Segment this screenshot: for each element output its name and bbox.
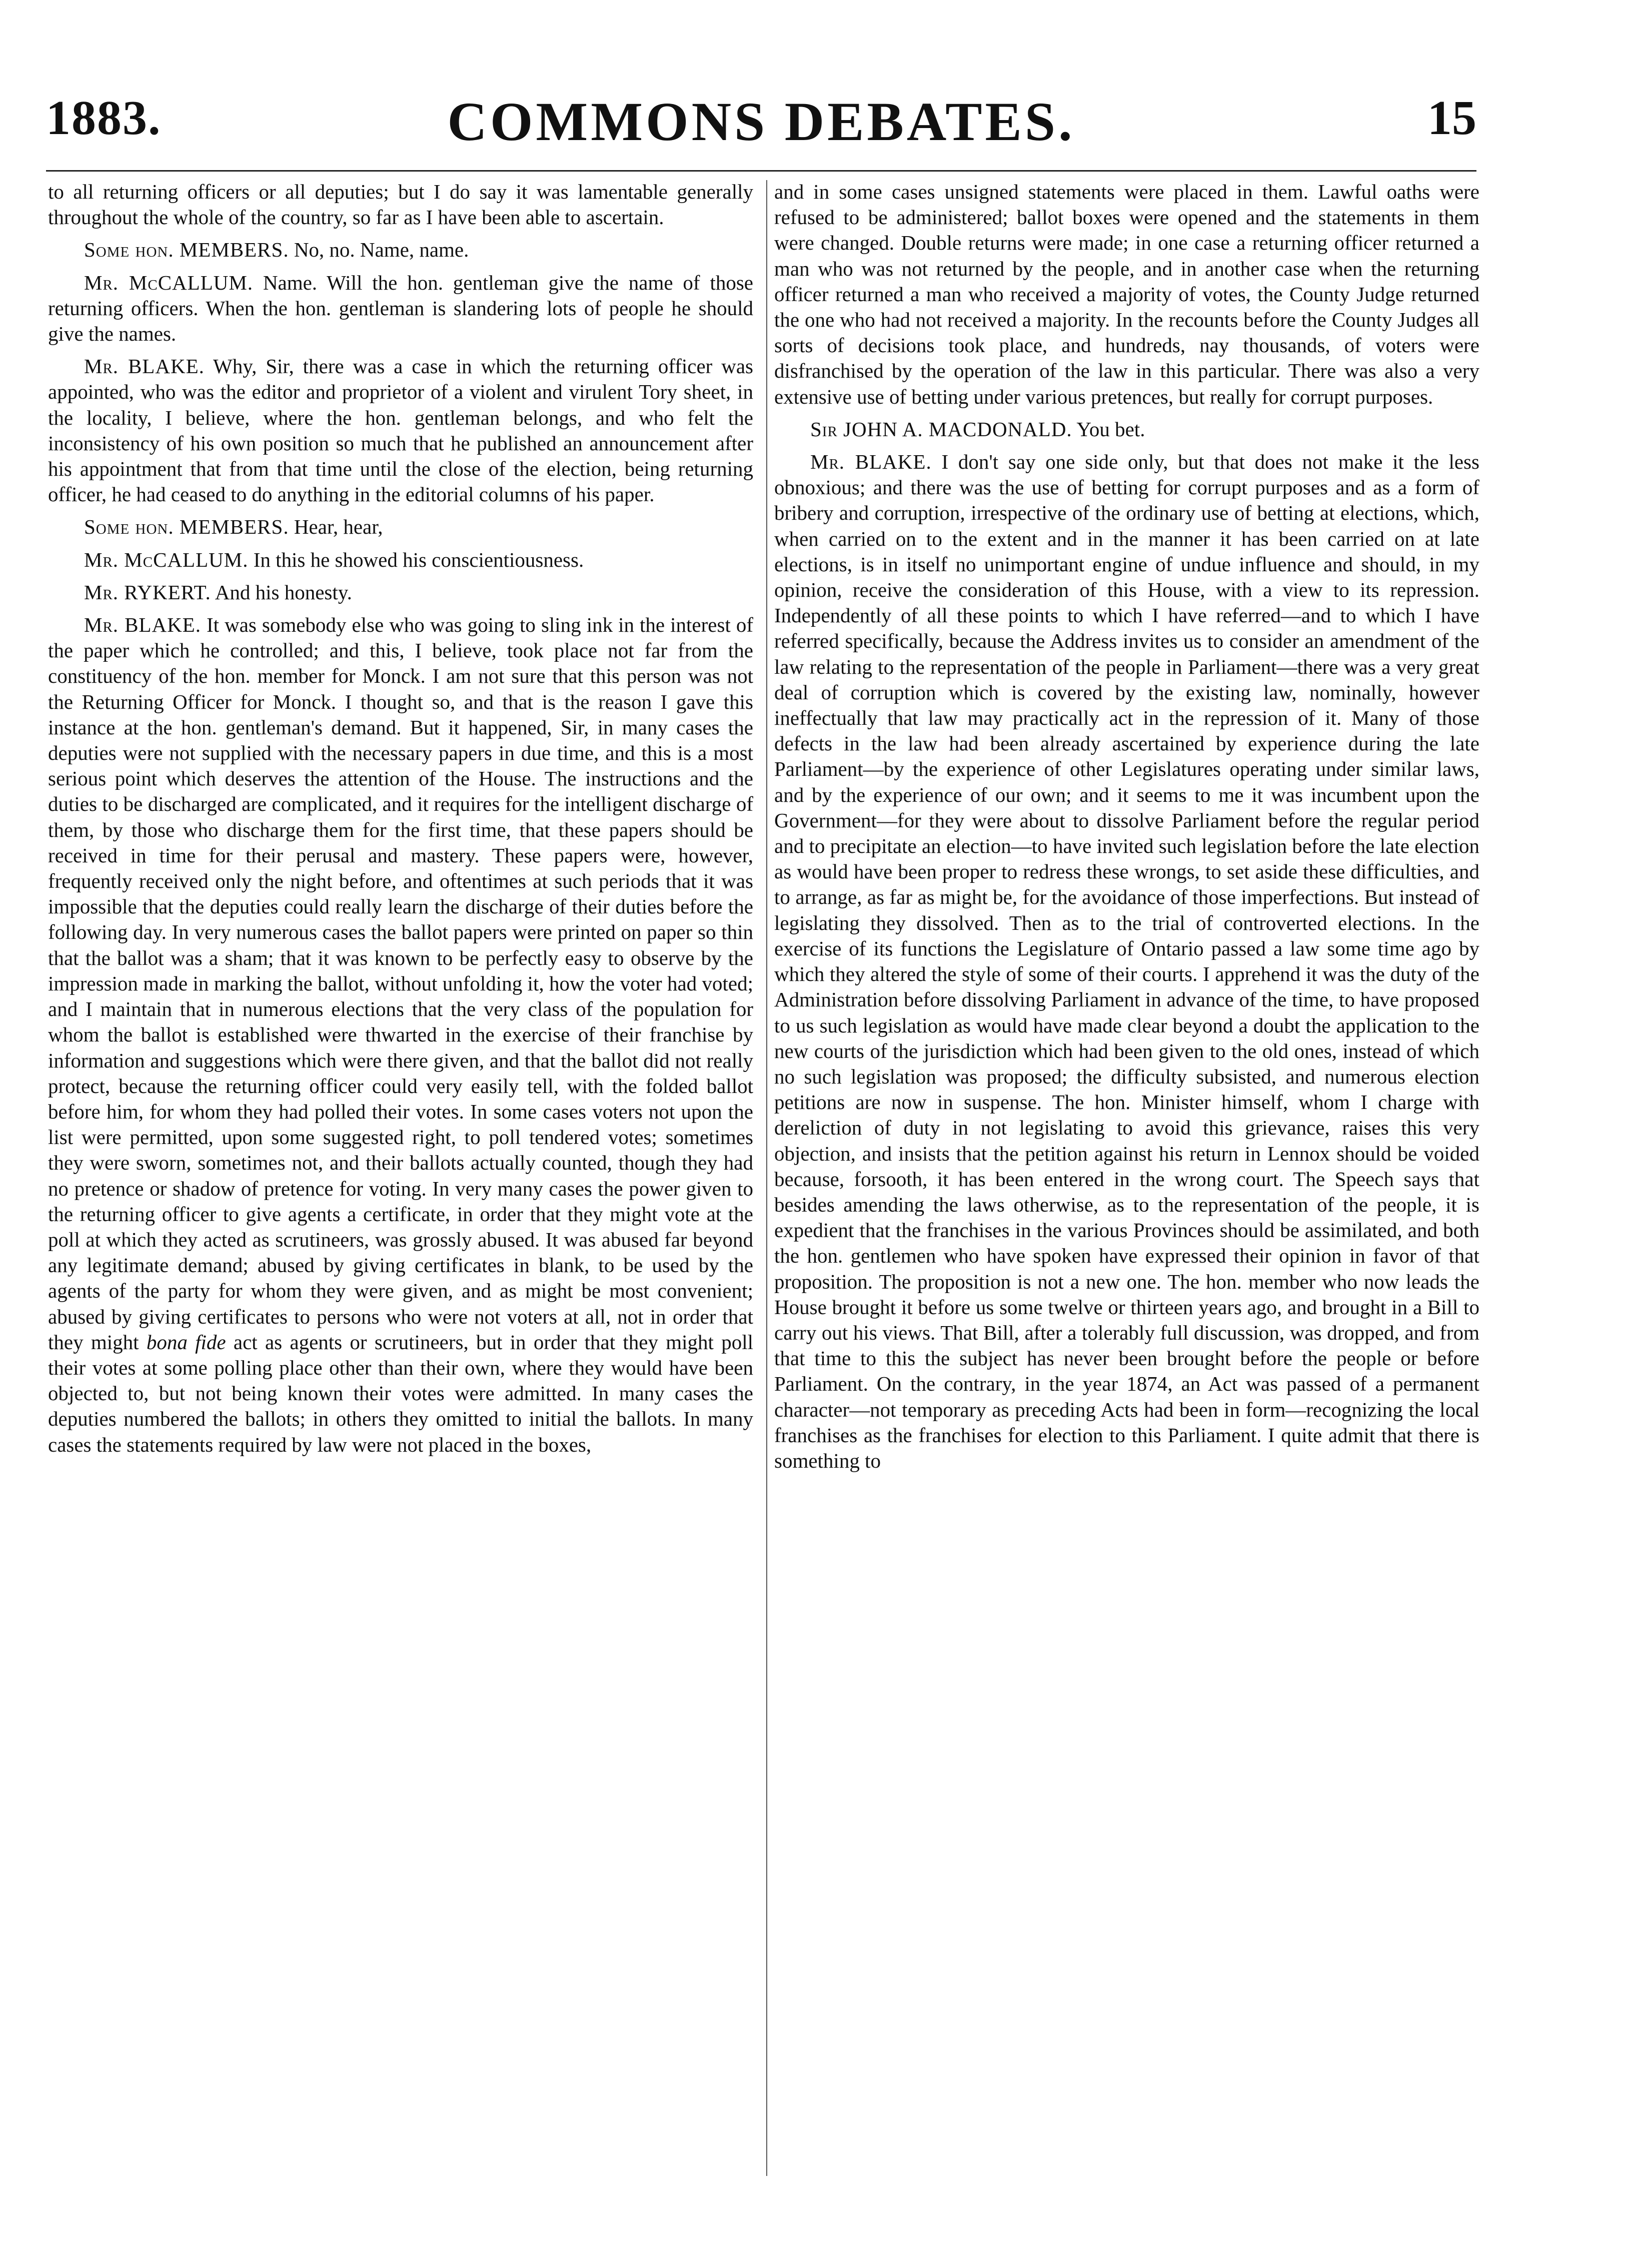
paragraph-text: to all returning officers or all deputies; but I do say it was lamentable generally throughout the whole of the country, so far as I have been able to ascertain. [48,180,753,229]
paragraph [774,417,1479,442]
paragraph-text: Why, Sir, there was a case in which the returning officer was appointed, who was the editor and proprietor of a violent and virulent Tory sheet, in the locality, I believe, where the hon. gentleman belongs, and who felt the inconsistency of his own position so much that he published an announcement after his appointment that from that time until the close of the election, being returning officer, he had ceased to do anything in the editorial columns of his paper. [48,355,753,506]
paragraph [774,449,1479,1474]
paragraph [774,179,1479,410]
page-header [46,90,1476,155]
paragraph [48,354,753,507]
column-divider [766,180,767,2176]
paragraph [48,612,753,1458]
speaker-name: Mr. McCALLUM. [84,271,254,294]
paragraph-text: You bet. [1072,417,1145,441]
paragraph [48,547,753,573]
paragraph-text: and in some cases unsigned statements were placed in them. Lawful oaths were refused to be administered; ballot boxes were opened and the statements in them were changed. Double returns were made; in one case a returning officer returned a man who was not returned by the people, and in another case when the returning officer returned a man who received a majority of votes, the County Judge returned the one who had not received a majority. In the recounts before the County Judges all sorts of decisions took place, and hundreds, nay thousands, of voters were disfranchised by the operation of the law in this particular. There was also a very extensive use of betting under various pretences, but really for corrupt purposes. [774,180,1479,408]
speaker-name: Mr. BLAKE. [84,613,201,637]
speaker-name: Some hon. MEMBERS. [84,238,289,262]
header-rule [46,170,1476,172]
paragraph-text: In this he showed his conscientiousness. [248,548,584,571]
paragraph-text: Hear, hear, [289,515,383,539]
right-column [774,179,1479,2210]
italic-phrase: bona fide [146,1330,226,1354]
paragraph-text-continued: act as agents or scrutineers, but in order that they might poll their votes at some polling place other than their own, where they would have been objected to, but not being known their votes were admitted. In many cases the deputies numbered the ballots; in others they omitted to initial the ballots. In many cases the statements required by law were not placed in the boxes, [48,1330,753,1456]
header-year: 1883. [46,91,162,145]
paragraph-text: It was somebody else who was going to sling ink in the interest of the paper which he controlled; and this, I believe, took place not far from the constituency of the hon. member for Monck. I am not sure that this person was not the Returning Officer for Monck. I thought so, and that is the reason I gave this instance at the hon. gentleman's demand. But it happened, Sir, in many cases the deputies were not supplied with the necessary papers in due time, and this is a most serious point which deserves the attention of the House. The instructions and the duties to be discharged are complicated, and it requires for the intelligent discharge of them, by those who discharge them for the first time, that these papers should be received in time for their perusal and mastery. These papers were, however, frequently received only the night before, and oftentimes at such periods that it was impossible that the deputies could really learn the discharge of their duties before the following day. In very numerous cases the ballot papers were printed on paper so thin that the ballot was a sham; that it was known to be perfectly easy to observe by the impression made in marking the ballot, without unfolding it, how the voter had voted; and I maintain that in numerous elections that the very class of the population for whom the ballot is established were thwarted in the exercise of their franchise by information and suggestions which were there given, and that the ballot did not really protect, because the returning officer could very easily tell, with the folded ballot before him, for whom they had polled their votes. In some cases voters not upon the list were permitted, upon some suggested right, to poll tendered votes; sometimes they were sworn, sometimes not, and their ballots actually counted, though they had no pretence or shadow of pretence for voting. In very many cases the power given to the returning officer to give agents a certificate, in order that they might vote at the poll at which they acted as scrutineers, was grossly abused. It was abused far beyond any legitimate demand; abused by giving certificates in blank, to be used by the agents of the party for whom they were given, and as might be most convenient; abused by giving certificates to persons who were not voters at all, not in order that they might [48,613,753,1354]
speaker-name: Mr. BLAKE. [810,450,932,474]
paragraph-text: Name. Will the hon. gentleman give the name of those returning officers. When the hon. gentleman is slandering lots of people he should give the names. [48,271,753,346]
header-page-number: 15 [1427,91,1476,145]
header-title: COMMONS DEBATES. [447,91,1075,152]
speaker-name: Mr. RYKERT. [84,580,211,604]
paragraph-text: And his honesty. [211,580,352,604]
paragraph-text: No, no. Name, name. [289,238,469,262]
paragraph [48,179,753,230]
paragraph [48,580,753,605]
paragraph-text: I don't say one side only, but that does not make it the less obnoxious; and there was the use of betting for corrupt purposes and as a form of bribery and corruption, irrespective of the ordinary use of betting at elections, which, when carried on to the extent and in the manner it has been carried on at late elections, is in itself no unimportant engine of undue influence and should, in my opinion, receive the consideration of this House, with a view to its repression. Independently of all these points to which I have referred—and to which I have referred specifically, because the Address invites us to consider an amendment of the law relating to the representation of the people in Parliament—there was a very great deal of corruption which is covered by the existing law, nominally, however ineffectually that law may practically act in the repression of it. Many of those defects in the law had been already ascertained by experience during the late Parliament—by the experience of other Legislatures operating under similar laws, and by the experience of our own; and it seems to me it was incumbent upon the Government—for they were about to dissolve Parliament before the regular period and to precipitate an election—to have invited such legislation before the late election as would have been proper to redress these wrongs, to set aside these difficulties, and to arrange, as far as might be, for the avoidance of those imperfections. But instead of legislating they dissolved. Then as to the trial of controverted elections. In the exercise of its functions the Legislature of Ontario passed a law some time ago by which they altered the style of some of their courts. I apprehend it was the duty of the Administration before dissolving Parliament in advance of the time, to have proposed to us such legislation as would have made clear beyond a doubt the application to the new courts of the jurisdiction which had been given to the old ones, instead of which no such legislation was proposed; the difficulty subsisted, and numerous election petitions are now in suspense. The hon. Minister himself, whom I charge with dereliction of duty in not legislating to avoid this grievance, raises this very objection, and insists that the petition against his return in Lennox should be voided because, forsooth, it has been entered in the wrong court. The Speech says that besides amending the laws otherwise, as to the representation of the people, it is expedient that the franchises in the various Provinces should be assimilated, and both the hon. gentlemen who have spoken have expressed their opinion in favor of that proposition. The proposition is not a new one. The hon. member who now leads the House brought it before us some twelve or thirteen years ago, and brought in a Bill to carry out his views. That Bill, after a tolerably full discussion, was dropped, and from that time to this the subject has never been brought before the people or before Parliament. On the contrary, in the year 1874, an Act was passed of a permanent character—not temporary as preceding Acts had been in form—recognizing the local franchises as the franchises for election to this Parliament. I quite admit that there is something to [774,450,1479,1472]
left-column [48,179,753,2210]
speaker-name: Mr. McCALLUM. [84,548,249,571]
speaker-name: Sir JOHN A. MACDONALD. [810,417,1072,441]
paragraph [48,237,753,263]
paragraph [48,514,753,540]
speaker-name: Mr. BLAKE. [84,355,205,378]
speaker-name: Some hon. MEMBERS. [84,515,289,539]
paragraph [48,270,753,347]
